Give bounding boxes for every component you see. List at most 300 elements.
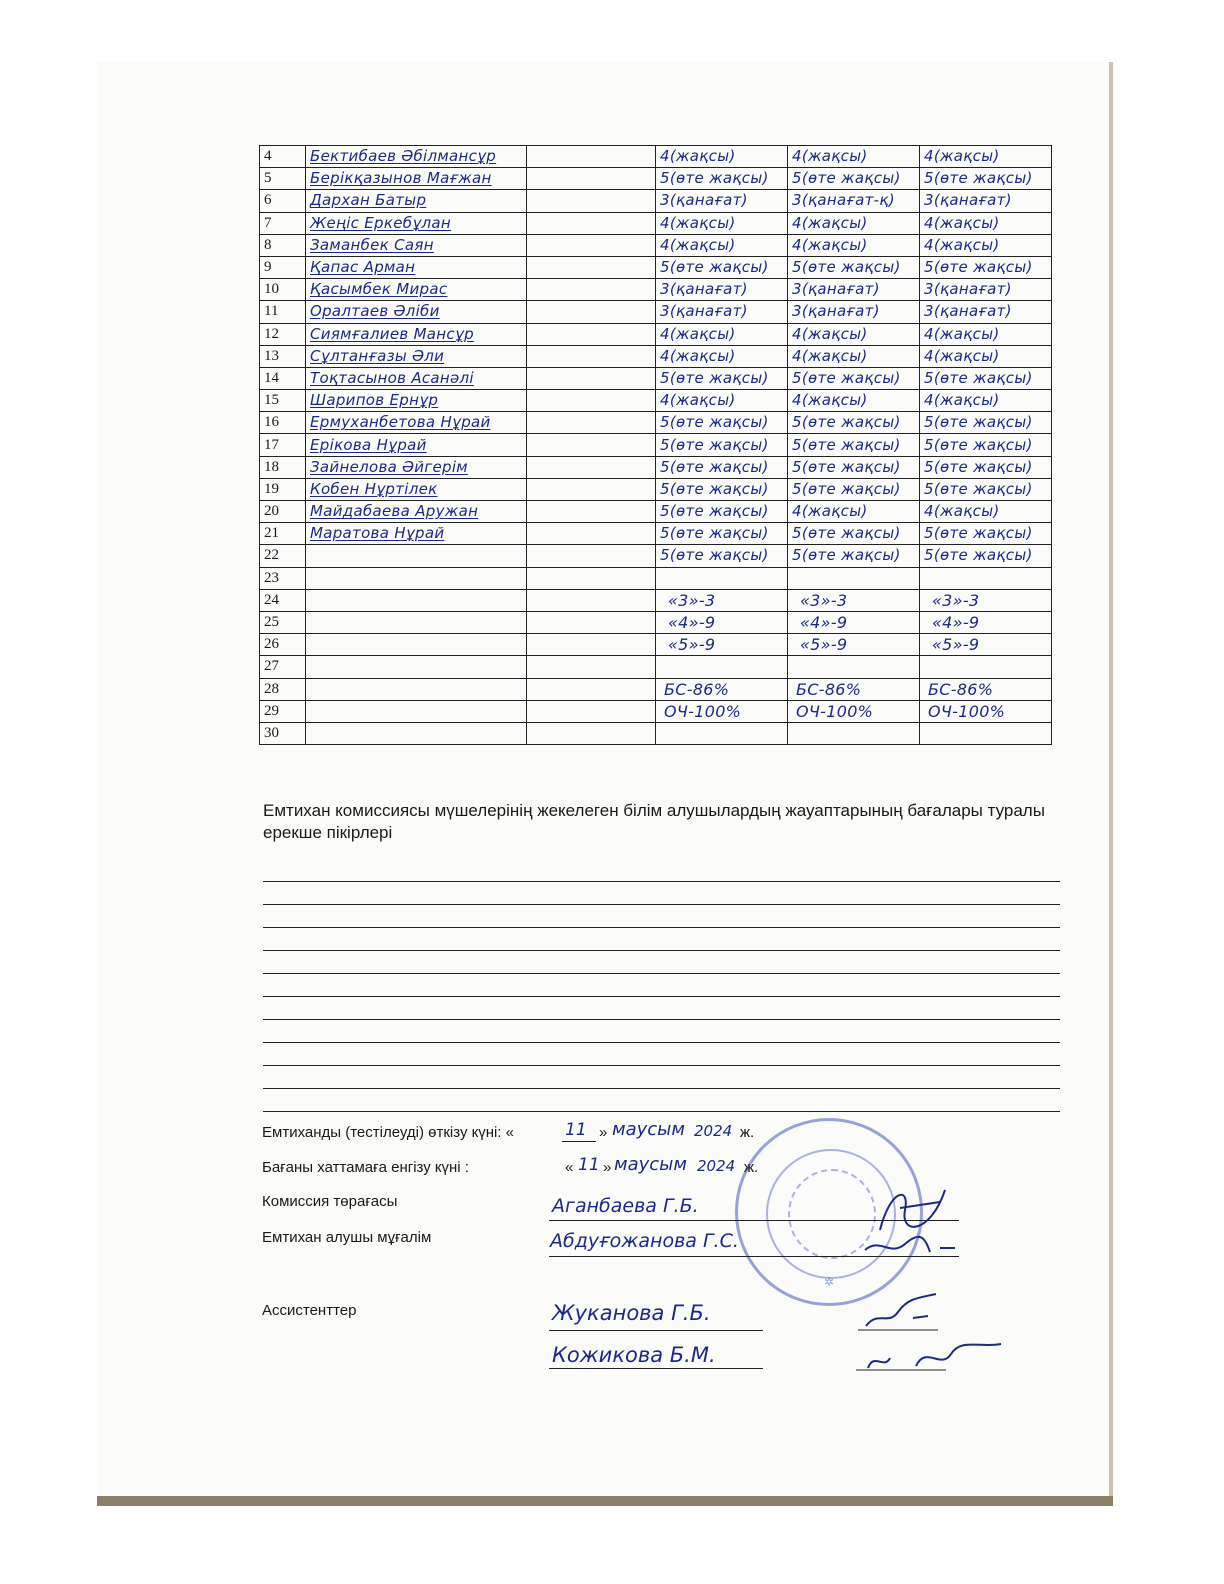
grade-3-cell [920, 190, 1052, 212]
empty-cell-cell [527, 478, 656, 500]
grade-2: «4»-9 [800, 613, 848, 633]
grade-3: 4(жақсы) [924, 213, 1000, 232]
grade-3-cell [920, 611, 1052, 633]
row-number: 16 [264, 414, 279, 431]
empty-cell-cell [527, 434, 656, 456]
grade-2: 5(өте жақсы) [792, 169, 901, 188]
grade-3-cell [920, 545, 1052, 567]
grade-2: 3(қанағат) [792, 302, 880, 321]
grade-3-cell [920, 168, 1052, 190]
student-name-cell [306, 390, 527, 412]
table-row [260, 722, 1052, 744]
grade-1-cell [656, 634, 788, 656]
grade-1: 4(жақсы) [660, 346, 736, 365]
row-number: 30 [264, 724, 279, 741]
grade-2: 3(қанағат) [792, 280, 880, 299]
grade-1-cell [656, 567, 788, 589]
grade-2-cell [788, 545, 920, 567]
remarks-line [263, 973, 1060, 974]
grade-1: 5(өте жақсы) [660, 479, 769, 498]
row-number: 22 [264, 547, 279, 564]
student-name-cell [306, 146, 527, 168]
grade-3: 3(қанағат) [924, 302, 1012, 321]
row-number-cell [260, 567, 306, 589]
row-number-cell [260, 501, 306, 523]
row-number: 11 [264, 303, 279, 320]
grade-2: ОЧ-100% [796, 701, 874, 721]
row-number: 14 [264, 369, 279, 386]
table-row [260, 523, 1052, 545]
grade-3-cell [920, 478, 1052, 500]
grade-2-cell [788, 722, 920, 744]
grade-3: 5(өте жақсы) [924, 479, 1033, 498]
grade-3-cell [920, 367, 1052, 389]
empty-cell-cell [527, 678, 656, 700]
empty-cell-cell [527, 212, 656, 234]
grade-2-cell [788, 700, 920, 722]
table-row [260, 478, 1052, 500]
student-name: Заманбек Саян [310, 235, 434, 254]
student-name-cell [306, 501, 527, 523]
grade-1-cell [656, 678, 788, 700]
empty-cell-cell [527, 700, 656, 722]
row-number-cell [260, 678, 306, 700]
row-number-cell [260, 611, 306, 633]
row-number: 21 [264, 525, 279, 542]
grade-3-cell [920, 345, 1052, 367]
grade-3-cell [920, 634, 1052, 656]
entry-date-suffix: ж. [744, 1159, 759, 1176]
empty-cell-cell [527, 634, 656, 656]
grade-2: 5(өте жақсы) [792, 546, 901, 565]
student-name-cell [306, 412, 527, 434]
grade-3-cell [920, 678, 1052, 700]
teacher-label: Емтихан алушы мұғалім [262, 1229, 432, 1246]
empty-cell-cell [527, 722, 656, 744]
grade-3: 4(жақсы) [924, 346, 1000, 365]
grade-1: 5(өте жақсы) [660, 169, 769, 188]
star-icon: ✲ [824, 1275, 835, 1289]
grade-2: 4(жақсы) [792, 391, 868, 410]
row-number: 20 [264, 503, 279, 520]
grade-2-cell [788, 634, 920, 656]
grade-2: 3(қанағат-қ) [792, 191, 895, 210]
student-name-cell [306, 589, 527, 611]
grade-1-cell [656, 256, 788, 278]
assistants-label: Ассистенттер [262, 1302, 357, 1319]
grade-3-cell [920, 279, 1052, 301]
remarks-line [263, 881, 1060, 882]
remarks-line [263, 904, 1060, 905]
table-row [260, 212, 1052, 234]
grade-1-cell [656, 722, 788, 744]
grade-3: 5(өте жақсы) [924, 413, 1033, 432]
grade-1: 4(жақсы) [660, 391, 736, 410]
remarks-line [263, 1088, 1060, 1089]
student-name: Сиямғалиев Мансұр [310, 324, 474, 343]
grade-1: «3»-3 [668, 590, 716, 610]
student-name-cell [306, 678, 527, 700]
grade-3: ОЧ-100% [928, 701, 1006, 721]
empty-cell-cell [527, 256, 656, 278]
grade-3-cell [920, 256, 1052, 278]
grade-3: 4(жақсы) [924, 147, 1000, 166]
empty-cell-cell [527, 323, 656, 345]
student-name: Шарипов Ернұр [310, 391, 439, 410]
row-number-cell [260, 234, 306, 256]
empty-cell-cell [527, 390, 656, 412]
row-number-cell [260, 412, 306, 434]
empty-cell-cell [527, 501, 656, 523]
student-name-cell [306, 700, 527, 722]
grade-3: 4(жақсы) [924, 235, 1000, 254]
grade-3: 4(жақсы) [924, 502, 1000, 521]
remarks-heading: Емтихан комиссиясы мүшелерінің жекелеген білім алушылардың жауаптарының бағалары туралы ерекше пікірлері [263, 801, 1045, 842]
empty-cell-cell [527, 168, 656, 190]
grade-2-cell [788, 279, 920, 301]
table-row [260, 279, 1052, 301]
row-number: 6 [264, 192, 272, 209]
table-row [260, 256, 1052, 278]
grade-2-cell [788, 656, 920, 678]
grade-1: 5(өте жақсы) [660, 457, 769, 476]
empty-cell-cell [527, 345, 656, 367]
row-number-cell [260, 478, 306, 500]
grade-2-cell [788, 456, 920, 478]
row-number-cell [260, 456, 306, 478]
table-row [260, 678, 1052, 700]
table-row [260, 168, 1052, 190]
row-number-cell [260, 323, 306, 345]
row-number: 12 [264, 325, 279, 342]
assistant-name-1: Жуканова Г.Б. [552, 1301, 711, 1325]
grade-2: «5»-9 [800, 635, 848, 655]
grade-1: 5(өте жақсы) [660, 258, 769, 277]
grade-3-cell [920, 523, 1052, 545]
row-number: 28 [264, 680, 279, 697]
grade-1: 4(жақсы) [660, 324, 736, 343]
grade-3: 5(өте жақсы) [924, 524, 1033, 543]
student-name-cell [306, 722, 527, 744]
student-name-cell [306, 301, 527, 323]
row-number-cell [260, 589, 306, 611]
student-name: Ермуханбетова Нұрай [310, 413, 491, 432]
table-row [260, 301, 1052, 323]
grade-3: «5»-9 [932, 635, 980, 655]
empty-cell-cell [527, 656, 656, 678]
table-row [260, 367, 1052, 389]
table-row [260, 323, 1052, 345]
grade-2: 4(жақсы) [792, 346, 868, 365]
student-name-cell [306, 611, 527, 633]
student-name: Оралтаев Әліби [310, 302, 440, 321]
grade-1-cell [656, 301, 788, 323]
student-name-cell [306, 234, 527, 256]
row-number-cell [260, 523, 306, 545]
grade-2: 5(өте жақсы) [792, 413, 901, 432]
row-number: 25 [264, 614, 279, 631]
grade-1-cell [656, 434, 788, 456]
teacher-signature-icon [860, 1232, 960, 1262]
row-number-cell [260, 545, 306, 567]
grade-3: «4»-9 [932, 613, 980, 633]
student-name: Қасымбек Мирас [310, 280, 448, 299]
grade-2-cell [788, 323, 920, 345]
grade-1: ОЧ-100% [664, 701, 742, 721]
grade-1: 4(жақсы) [660, 147, 736, 166]
student-name-cell [306, 478, 527, 500]
student-name-cell [306, 279, 527, 301]
row-number-cell [260, 168, 306, 190]
row-number: 19 [264, 480, 279, 497]
grade-1: 4(жақсы) [660, 213, 736, 232]
grade-3-cell [920, 567, 1052, 589]
grade-1-cell [656, 390, 788, 412]
row-number-cell [260, 301, 306, 323]
grade-3: БС-86% [928, 679, 994, 699]
student-name: Майдабаева Аружан [310, 502, 479, 521]
empty-cell-cell [527, 589, 656, 611]
row-number-cell [260, 345, 306, 367]
grade-1-cell [656, 234, 788, 256]
grade-2: 5(өте жақсы) [792, 479, 901, 498]
student-name: Сұлтанғазы Әли [310, 346, 445, 365]
grade-1-cell [656, 323, 788, 345]
grade-2: 5(өте жақсы) [792, 457, 901, 476]
grade-3-cell [920, 301, 1052, 323]
table-row [260, 234, 1052, 256]
grade-2-cell [788, 146, 920, 168]
grade-3: 4(жақсы) [924, 324, 1000, 343]
teacher-name: Абдуғожанова Г.С. [550, 1230, 739, 1252]
grade-1-cell [656, 589, 788, 611]
grade-2: «3»-3 [800, 590, 848, 610]
chair-name: Аганбаева Г.Б. [552, 1195, 699, 1217]
empty-cell-cell [527, 301, 656, 323]
grade-3-cell [920, 323, 1052, 345]
student-name-cell [306, 634, 527, 656]
empty-cell-cell [527, 367, 656, 389]
grade-2-cell [788, 611, 920, 633]
student-name-cell [306, 567, 527, 589]
table-row [260, 345, 1052, 367]
table-row [260, 611, 1052, 633]
grade-2: 5(өте жақсы) [792, 368, 901, 387]
empty-cell-cell [527, 611, 656, 633]
row-number-cell [260, 722, 306, 744]
row-number-cell [260, 146, 306, 168]
row-number-cell [260, 390, 306, 412]
grade-3-cell [920, 434, 1052, 456]
grade-2: 4(жақсы) [792, 235, 868, 254]
grade-2-cell [788, 434, 920, 456]
empty-cell-cell [527, 234, 656, 256]
grade-1-cell [656, 501, 788, 523]
exam-date-year: 2024 [694, 1122, 733, 1140]
grade-2: 5(өте жақсы) [792, 258, 901, 277]
table-row [260, 545, 1052, 567]
grade-2-cell [788, 390, 920, 412]
row-number: 27 [264, 658, 279, 675]
student-name-cell [306, 345, 527, 367]
grade-2-cell [788, 523, 920, 545]
row-number: 8 [264, 236, 272, 253]
student-name-cell [306, 656, 527, 678]
grade-3: 5(өте жақсы) [924, 435, 1033, 454]
grade-2: 4(жақсы) [792, 213, 868, 232]
paper-edge-bottom [97, 1496, 1113, 1506]
empty-cell-cell [527, 456, 656, 478]
row-number-cell [260, 212, 306, 234]
grade-1-cell [656, 456, 788, 478]
chair-label: Комиссия төрағасы [262, 1193, 398, 1210]
row-number: 23 [264, 569, 279, 586]
grade-1: 5(өте жақсы) [660, 435, 769, 454]
grade-1: 3(қанағат) [660, 191, 748, 210]
grade-3-cell [920, 722, 1052, 744]
grade-2-cell [788, 168, 920, 190]
student-name: Жеңіс Еркебұлан [310, 213, 451, 232]
exam-date-close-quote: » [599, 1124, 608, 1141]
paper-edge-right [1109, 62, 1113, 1504]
grade-2: БС-86% [796, 679, 862, 699]
grade-2-cell [788, 678, 920, 700]
grade-3-cell [920, 146, 1052, 168]
grade-2: 4(жақсы) [792, 147, 868, 166]
remarks-line [263, 927, 1060, 928]
student-name-cell [306, 523, 527, 545]
table-row [260, 390, 1052, 412]
student-name-cell [306, 168, 527, 190]
grade-1-cell [656, 700, 788, 722]
student-name: Зайнелова Әйгерім [310, 457, 468, 476]
student-name-cell [306, 256, 527, 278]
grade-2-cell [788, 367, 920, 389]
grade-2-cell [788, 256, 920, 278]
student-name: Берікқазынов Мағжан [310, 169, 492, 188]
grade-3-cell [920, 390, 1052, 412]
assistant-name-2: Кожикова Б.М. [552, 1343, 716, 1367]
grade-2-cell [788, 589, 920, 611]
assistant-1-signature-icon [858, 1290, 948, 1335]
student-name-cell [306, 434, 527, 456]
grade-1: 5(өте жақсы) [660, 502, 769, 521]
empty-cell-cell [527, 146, 656, 168]
row-number-cell [260, 190, 306, 212]
grade-2-cell [788, 301, 920, 323]
table-row [260, 589, 1052, 611]
grades-table [259, 145, 1052, 745]
grade-2-cell [788, 412, 920, 434]
row-number: 10 [264, 281, 279, 298]
row-number-cell [260, 367, 306, 389]
exam-date-label: Емтиханды (тестілеуді) өткізу күні: « [262, 1124, 514, 1141]
row-number: 15 [264, 392, 279, 409]
grade-1-cell [656, 345, 788, 367]
grade-3-cell [920, 234, 1052, 256]
grade-1: БС-86% [664, 679, 730, 699]
grade-3-cell [920, 589, 1052, 611]
student-name-cell [306, 367, 527, 389]
empty-cell-cell [527, 190, 656, 212]
grade-1-cell [656, 545, 788, 567]
assistant-2-signature-icon [856, 1340, 1006, 1375]
grade-1-cell [656, 212, 788, 234]
empty-cell-cell [527, 545, 656, 567]
table-row [260, 634, 1052, 656]
grade-1-cell [656, 190, 788, 212]
grade-2-cell [788, 345, 920, 367]
grade-2-cell [788, 478, 920, 500]
grade-2: 5(өте жақсы) [792, 435, 901, 454]
student-name-cell [306, 323, 527, 345]
grade-1-cell [656, 367, 788, 389]
grade-2: 5(өте жақсы) [792, 524, 901, 543]
table-row [260, 656, 1052, 678]
empty-cell-cell [527, 412, 656, 434]
grade-2: 4(жақсы) [792, 502, 868, 521]
grade-3-cell [920, 501, 1052, 523]
row-number: 29 [264, 702, 279, 719]
remarks-line [263, 1065, 1060, 1066]
grade-1: 5(өте жақсы) [660, 368, 769, 387]
row-number: 13 [264, 347, 279, 364]
exam-date-day: 11 [565, 1120, 587, 1140]
grade-3-cell [920, 656, 1052, 678]
grade-2-cell [788, 567, 920, 589]
row-number: 4 [264, 148, 272, 165]
entry-date-month: маусым [614, 1154, 687, 1175]
grade-1: 5(өте жақсы) [660, 546, 769, 565]
grade-3: 5(өте жақсы) [924, 368, 1033, 387]
student-name-cell [306, 190, 527, 212]
grade-3-cell [920, 212, 1052, 234]
entry-date-open-quote: « [565, 1159, 574, 1176]
assistant-1-line [549, 1330, 763, 1331]
grade-2-cell [788, 212, 920, 234]
grade-1: 5(өте жақсы) [660, 413, 769, 432]
table-row [260, 501, 1052, 523]
empty-cell-cell [527, 523, 656, 545]
row-number-cell [260, 279, 306, 301]
grade-3: 3(қанағат) [924, 191, 1012, 210]
grade-3: 5(өте жақсы) [924, 258, 1033, 277]
table-row [260, 190, 1052, 212]
remarks-line [263, 1019, 1060, 1020]
grade-1: 5(өте жақсы) [660, 524, 769, 543]
grade-1-cell [656, 146, 788, 168]
row-number: 7 [264, 214, 272, 231]
grade-3-cell [920, 456, 1052, 478]
exam-date-month: маусым [612, 1119, 685, 1140]
table-row [260, 434, 1052, 456]
grade-1-cell [656, 279, 788, 301]
entry-date-label: Бағаны хаттамаға енгізу күні : [262, 1159, 469, 1176]
student-name: Ерікова Нұрай [310, 435, 427, 454]
grade-1: 4(жақсы) [660, 235, 736, 254]
student-name: Бектибаев Әбілмансұр [310, 147, 497, 166]
grade-2-cell [788, 501, 920, 523]
student-name-cell [306, 212, 527, 234]
row-number-cell [260, 656, 306, 678]
grade-1-cell [656, 412, 788, 434]
grade-1-cell [656, 523, 788, 545]
row-number-cell [260, 434, 306, 456]
assistant-2-line [549, 1368, 763, 1369]
row-number-cell [260, 256, 306, 278]
exam-date-suffix: ж. [740, 1124, 755, 1141]
grade-1-cell [656, 168, 788, 190]
